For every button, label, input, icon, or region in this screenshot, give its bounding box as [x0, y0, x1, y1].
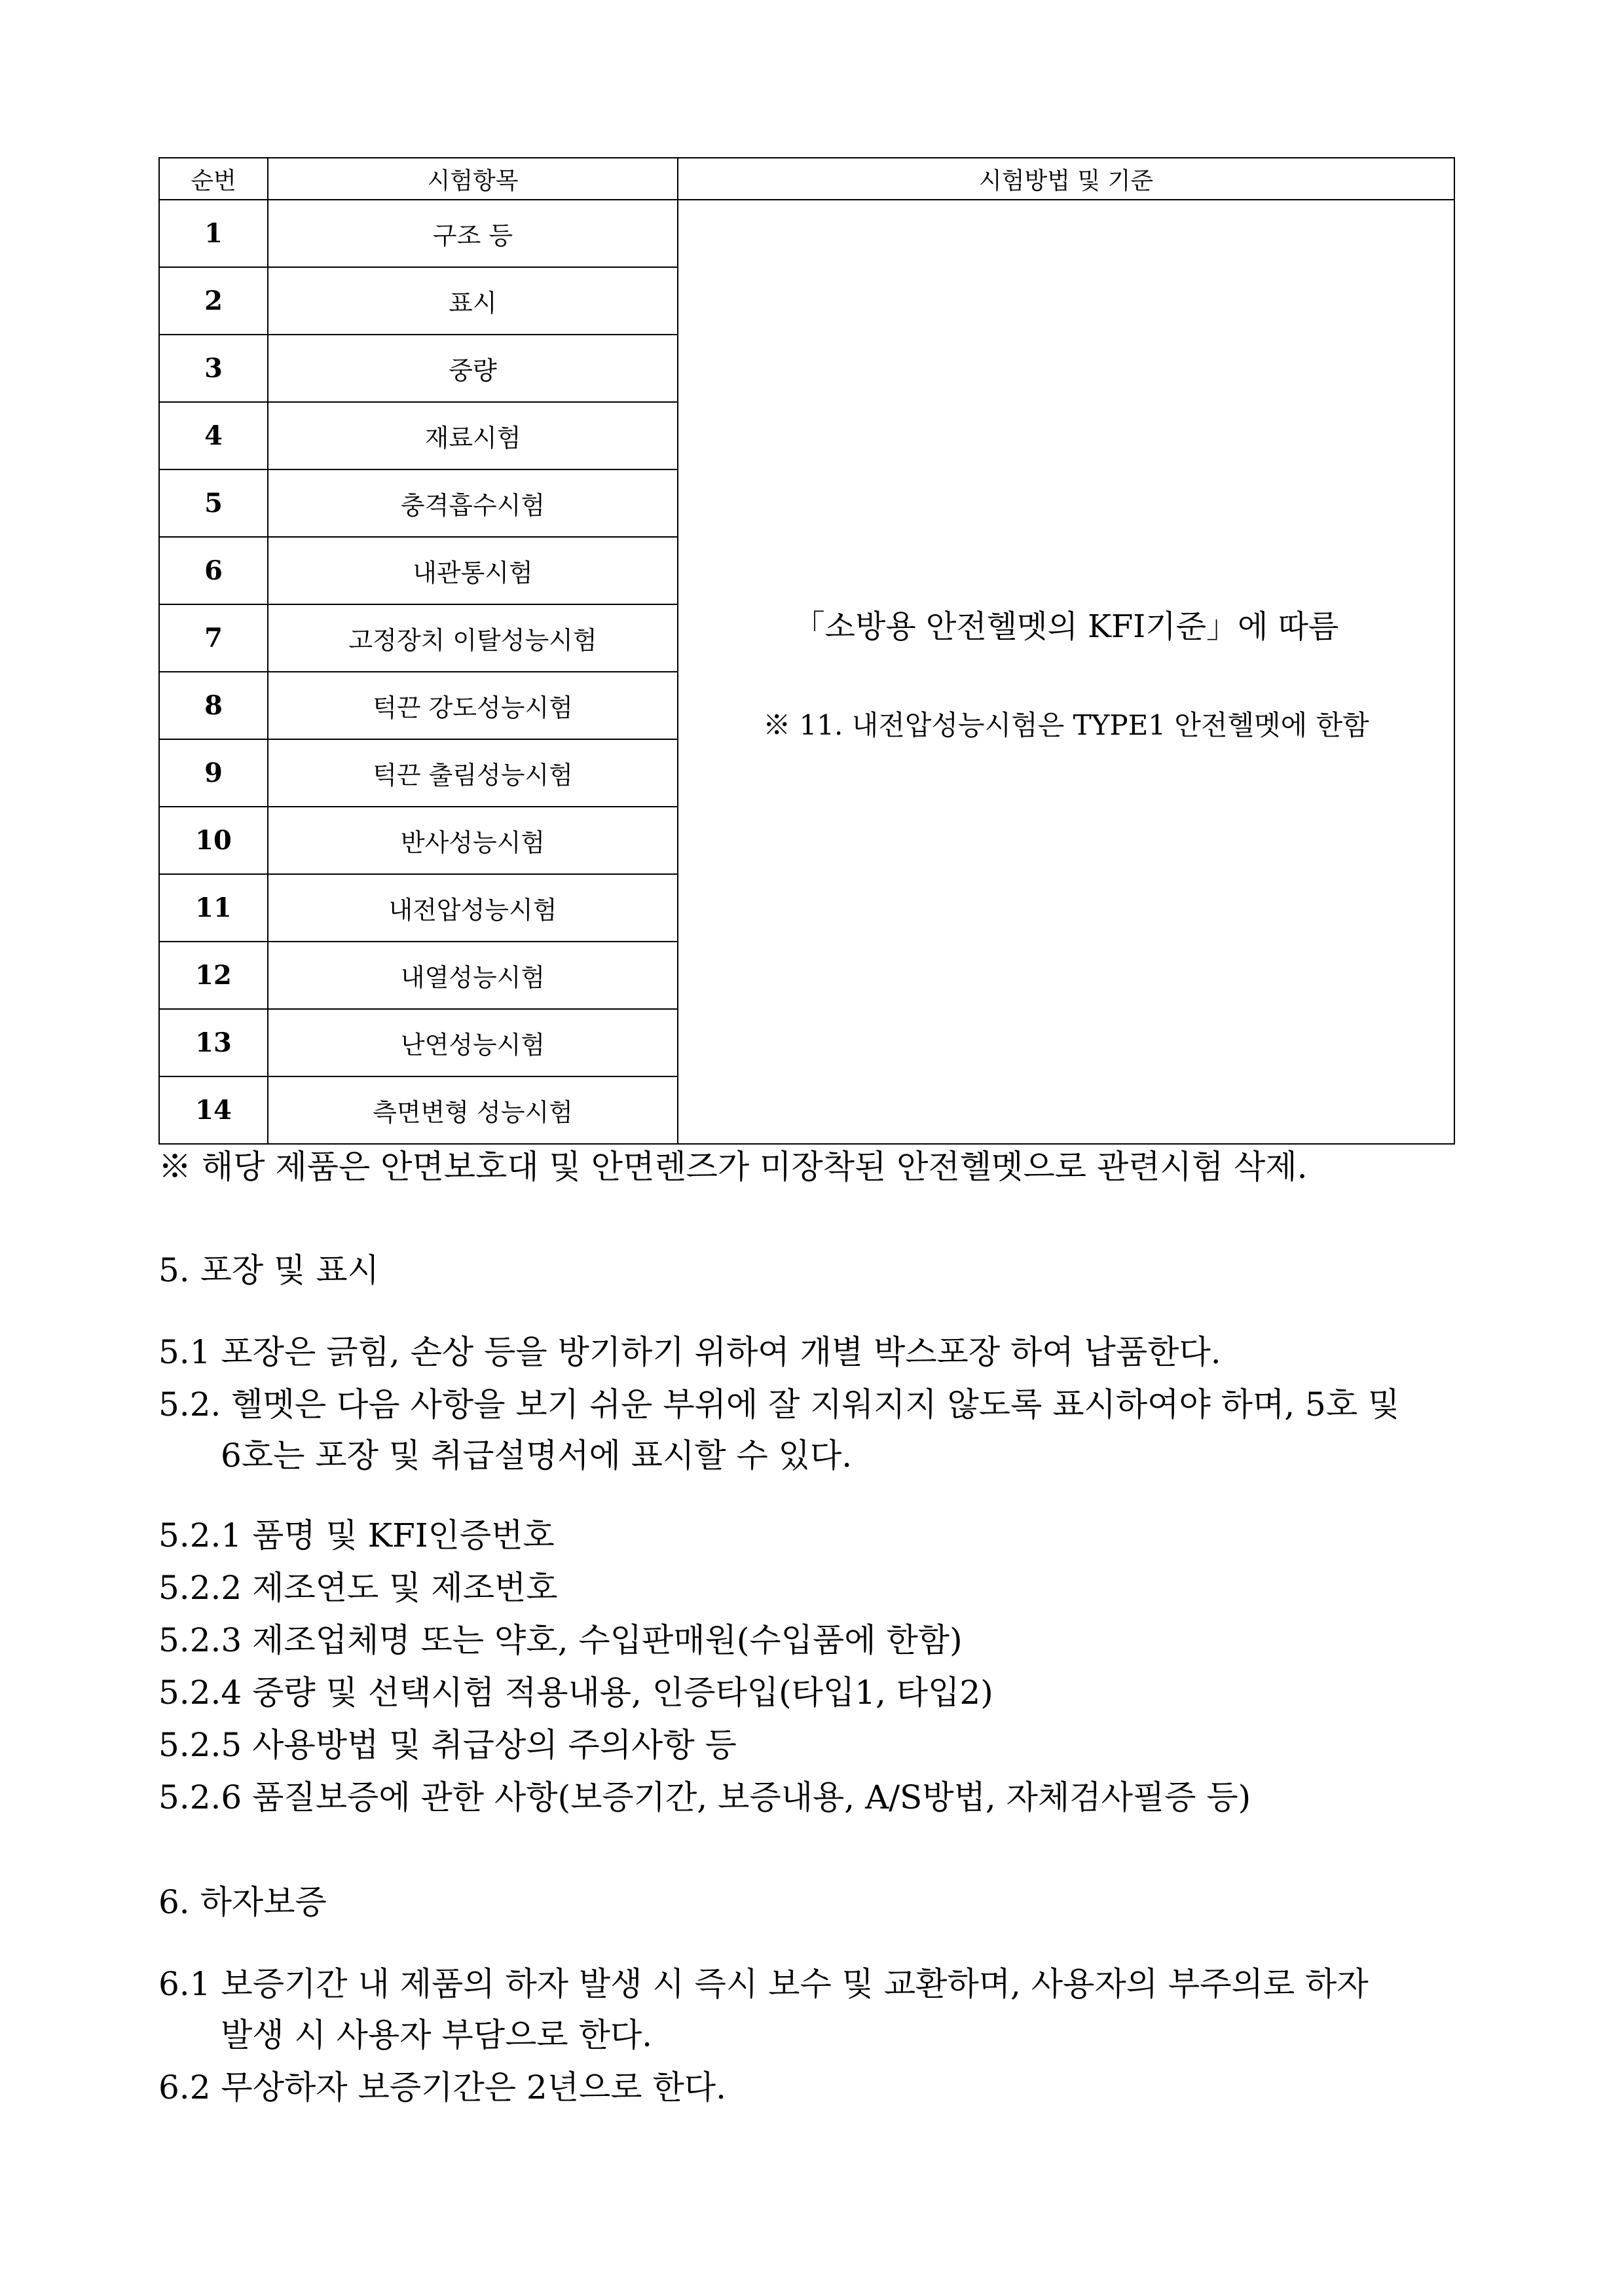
row-number: 11 [159, 874, 268, 942]
section-5-2-5: 5.2.5 사용방법 및 취급상의 주의사항 등 [158, 1726, 737, 1764]
row-test-item: 충격흡수시험 [268, 469, 678, 537]
test-items-table-wrap [158, 157, 1455, 1145]
section-5-2-3: 5.2.3 제조업체명 또는 약호, 수입판매원(수입품에 한함) [158, 1621, 963, 1659]
row-test-item: 반사성능시험 [268, 807, 678, 874]
table-footnote: ※ 해당 제품은 안면보호대 및 안면렌즈가 미장착된 안전헬멧으로 관련시험 삭제. [158, 1148, 1308, 1186]
row-number: 4 [159, 402, 268, 469]
header-test-item: 시험항목 [268, 158, 678, 200]
row-test-item: 구조 등 [268, 200, 678, 267]
section-6-1-line-1: 6.1 보증기간 내 제품의 하자 발생 시 즉시 보수 및 교환하며, 사용자의 부주의로 하자 [158, 1965, 1369, 2003]
method-standard: 「소방용 안전헬멧의 KFI기준」에 따름 [793, 608, 1339, 645]
row-number: 8 [159, 672, 268, 739]
row-number: 5 [159, 469, 268, 537]
row-number: 10 [159, 807, 268, 874]
section-5-title: 5. 포장 및 표시 [158, 1251, 379, 1289]
section-6-title: 6. 하자보증 [158, 1883, 327, 1921]
row-test-item: 측면변형 성능시험 [268, 1076, 678, 1144]
section-5-2-2: 5.2.2 제조연도 및 제조번호 [158, 1569, 558, 1607]
row-test-item: 턱끈 강도성능시험 [268, 672, 678, 739]
row-test-item: 중량 [268, 335, 678, 402]
row-test-item: 표시 [268, 267, 678, 335]
row-number: 12 [159, 942, 268, 1009]
row-number: 6 [159, 537, 268, 604]
section-5-1: 5.1 포장은 긁힘, 손상 등을 방기하기 위하여 개별 박스포장 하여 납품한다. [158, 1333, 1221, 1371]
table-header-row [159, 158, 1454, 200]
row-test-item: 고정장치 이탈성능시험 [268, 604, 678, 672]
row-test-item: 내관통시험 [268, 537, 678, 604]
row-test-item: 내전압성능시험 [268, 874, 678, 942]
method-cell [678, 200, 1454, 1144]
section-5-2-1: 5.2.1 품명 및 KFI인증번호 [158, 1516, 555, 1554]
row-test-item: 난연성능시험 [268, 1009, 678, 1076]
section-6-2: 6.2 무상하자 보증기간은 2년으로 한다. [158, 2068, 726, 2106]
row-number: 14 [159, 1076, 268, 1144]
row-number: 13 [159, 1009, 268, 1076]
section-5-2-line-1: 5.2. 헬멧은 다음 사항을 보기 쉬운 부위에 잘 지워지지 않도록 표시하여야 하며, 5호 및 [158, 1386, 1400, 1423]
header-method: 시험방법 및 기준 [678, 158, 1454, 200]
section-6-1-line-2: 발생 시 사용자 부담으로 한다. [221, 2016, 653, 2054]
table-row [159, 200, 1454, 267]
row-test-item: 내열성능시험 [268, 942, 678, 1009]
section-5-2-line-2: 6호는 포장 및 취급설명서에 표시할 수 있다. [221, 1437, 853, 1475]
test-items-table [158, 157, 1455, 1145]
row-number: 9 [159, 739, 268, 807]
row-number: 1 [159, 200, 268, 267]
section-5-2-6: 5.2.6 품질보증에 관한 사항(보증기간, 보증내용, A/S방법, 자체검사필증 등) [158, 1778, 1251, 1816]
method-note: ※ 11. 내전압성능시험은 TYPE1 안전헬멧에 한함 [763, 708, 1369, 741]
section-5-2-4: 5.2.4 중량 및 선택시험 적용내용, 인증타입(타입1, 타입2) [158, 1674, 993, 1712]
row-number: 3 [159, 335, 268, 402]
header-number: 순번 [159, 158, 268, 200]
row-number: 7 [159, 604, 268, 672]
row-test-item: 턱끈 출림성능시험 [268, 739, 678, 807]
row-number: 2 [159, 267, 268, 335]
row-test-item: 재료시험 [268, 402, 678, 469]
